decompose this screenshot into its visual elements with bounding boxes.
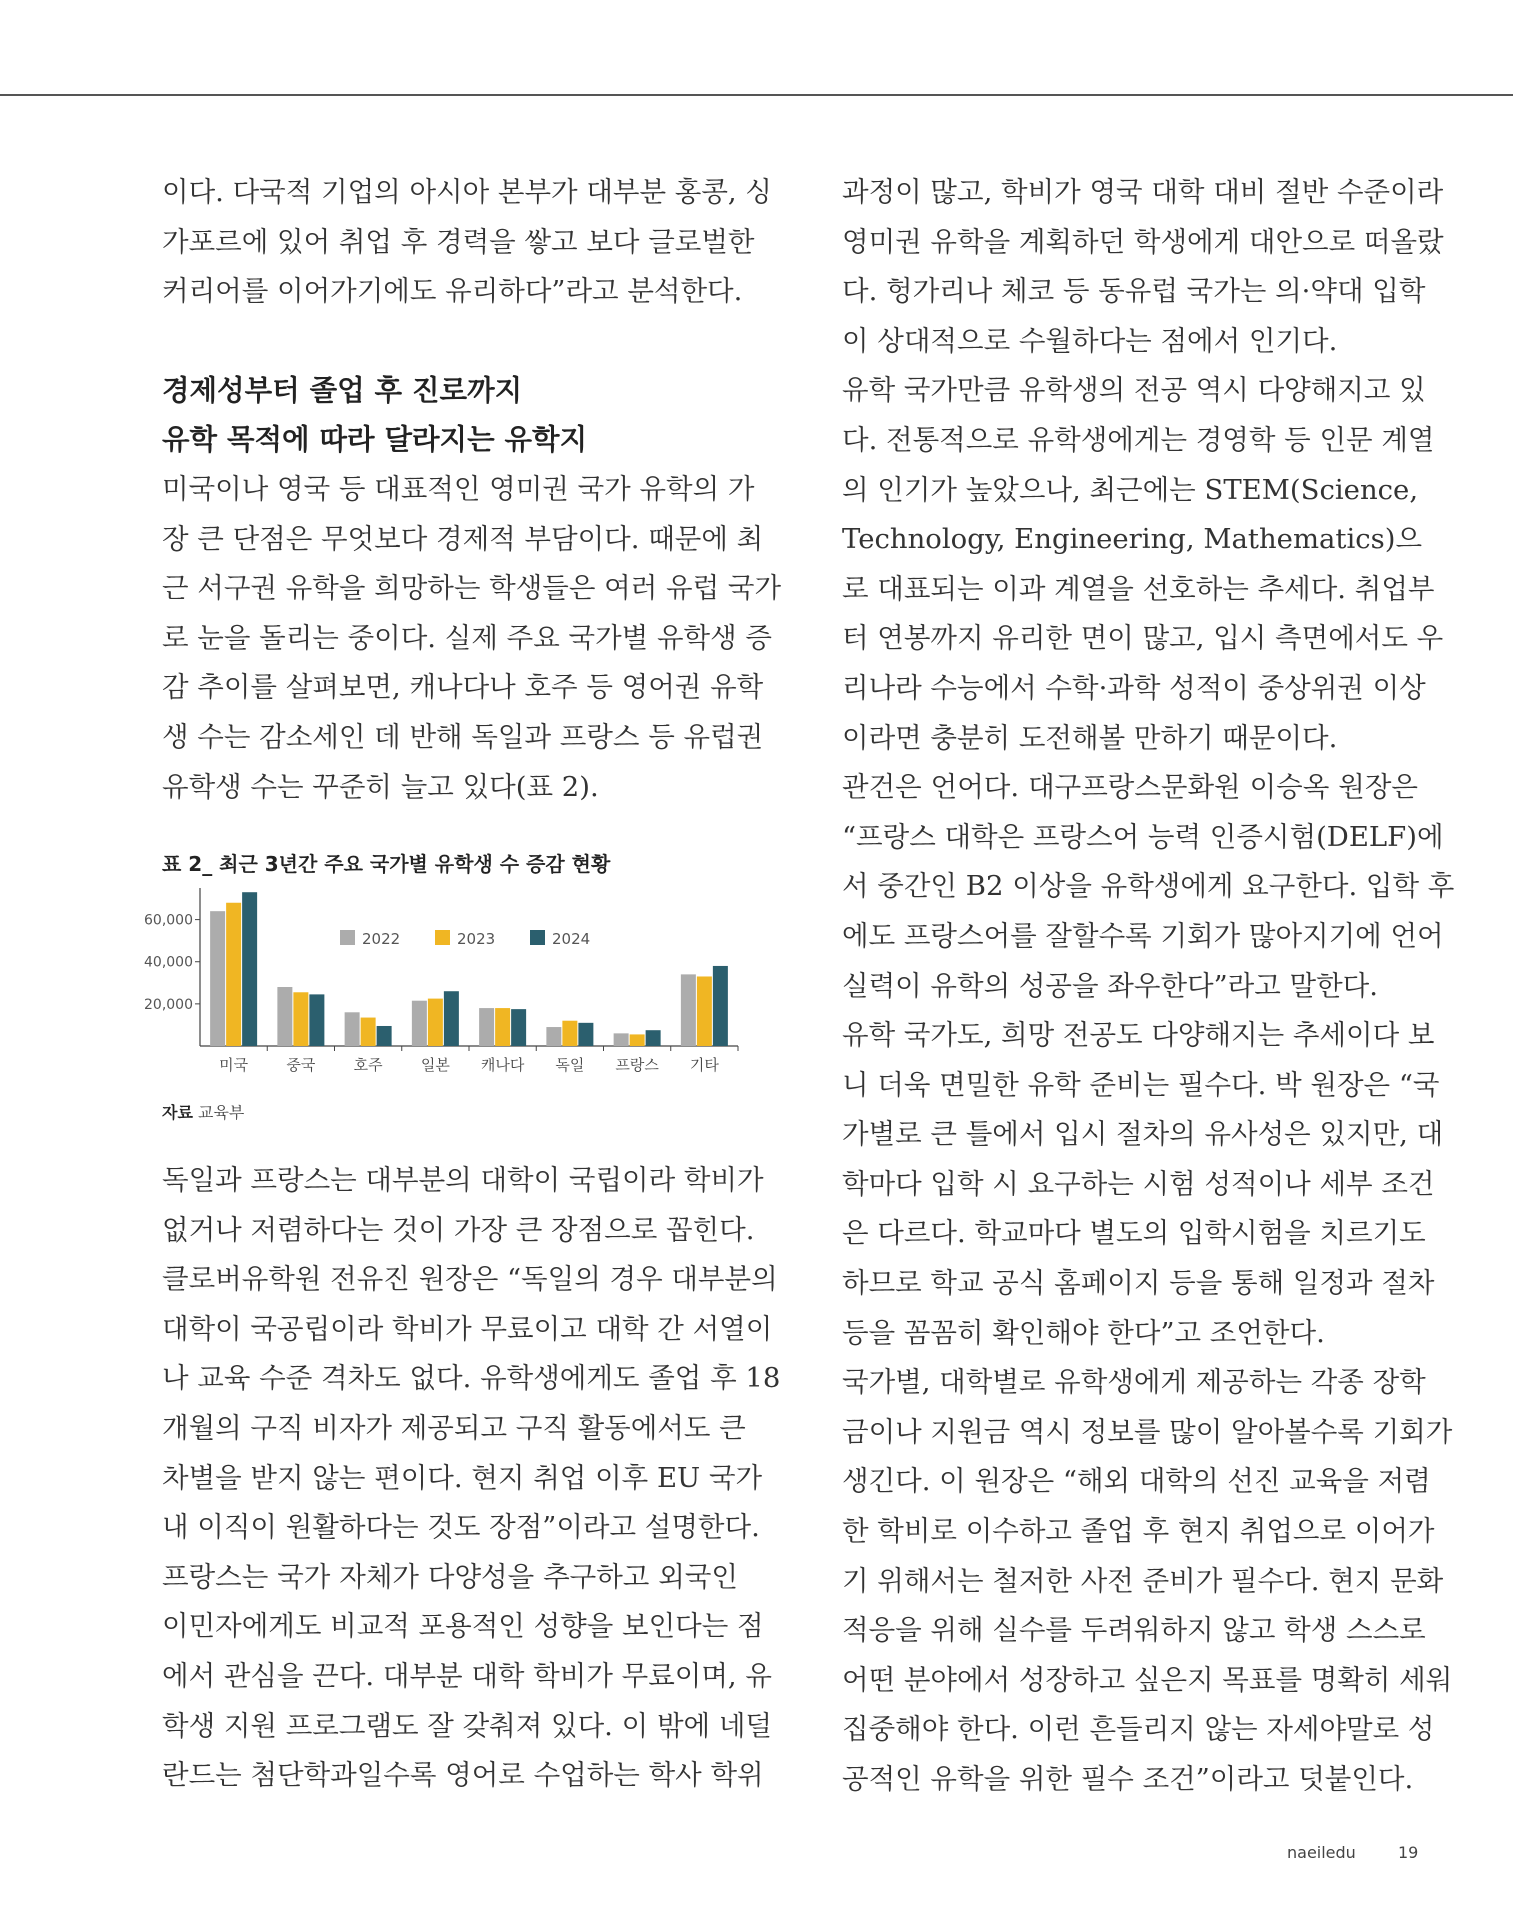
- text-line: 생 수는 감소세인 데 반해 독일과 프랑스 등 유럽권: [162, 720, 764, 753]
- x-tick-label: 미국: [219, 1056, 249, 1074]
- x-tick-label: 독일: [555, 1056, 585, 1074]
- text-line: 대학이 국공립이라 학비가 무료이고 대학 간 서열이: [162, 1312, 773, 1345]
- text-line: 학마다 입학 시 요구하는 시험 성적이나 세부 조건: [842, 1167, 1435, 1200]
- text-line: 감 추이를 살펴보면, 캐나다나 호주 등 영어권 유학: [162, 671, 764, 704]
- left-top-paragraph: [162, 168, 772, 317]
- bar: [713, 966, 728, 1046]
- bar: [681, 974, 696, 1046]
- text-line: 클로버유학원 전유진 원장은 “독일의 경우 대부분의: [162, 1263, 778, 1296]
- text-line: 관건은 언어다. 대구프랑스문화원 이승옥 원장은: [842, 771, 1418, 804]
- section-heading-line: 유학 목적에 따라 달라지는 유학지: [162, 423, 588, 457]
- text-line: 등을 꼼꼼히 확인해야 한다”고 조언한다.: [842, 1316, 1325, 1349]
- text-line: 서 중간인 B2 이상을 유학생에게 요구한다. 입학 후: [842, 870, 1455, 903]
- bar: [226, 903, 241, 1046]
- x-tick-label: 캐나다: [480, 1056, 525, 1074]
- section-heading: [162, 366, 738, 465]
- text-line: 개월의 구직 비자가 제공되고 구직 활동에서도 큰: [162, 1411, 746, 1444]
- text-line: 에도 프랑스어를 잘할수록 기회가 많아지기에 언어: [842, 919, 1444, 952]
- bar: [293, 992, 308, 1046]
- text-line: 유학 국가도, 희망 전공도 다양해지는 추세이다 보: [842, 1019, 1435, 1052]
- bar: [578, 1023, 593, 1046]
- text-line: 란드는 첨단학과일수록 영어로 수업하는 학사 학위: [162, 1759, 764, 1792]
- x-tick-label: 호주: [353, 1056, 383, 1074]
- text-line: 유학생 수는 꾸준히 늘고 있다(표 2).: [162, 770, 599, 803]
- text-line: 은 다르다. 학교마다 별도의 입학시험을 치르기도: [842, 1217, 1426, 1250]
- bar: [377, 1026, 392, 1046]
- text-line: 독일과 프랑스는 대부분의 대학이 국립이라 학비가: [162, 1164, 764, 1196]
- bar: [511, 1009, 526, 1046]
- chart-caption: 표 2_ 최근 3년간 주요 국가별 유학생 수 증감 현황: [162, 852, 611, 876]
- text-line: 이다. 다국적 기업의 아시아 본부가 대부분 홍콩, 싱: [162, 176, 772, 208]
- text-line: 없거나 저렴하다는 것이 가장 큰 장점으로 꼽힌다.: [162, 1213, 755, 1246]
- right-column: [842, 168, 1455, 1805]
- left-mid-paragraph: [162, 465, 782, 812]
- y-tick-label: 60,000: [144, 912, 193, 929]
- bar: [697, 976, 712, 1046]
- text-line: “프랑스 대학은 프랑스어 능력 인증시험(DELF)에: [842, 820, 1444, 853]
- left-column: [162, 168, 782, 812]
- text-line: 다. 헝가리나 체코 등 동유럽 국가는 의·약대 입학: [842, 275, 1426, 308]
- text-line: 가포르에 있어 취업 후 경력을 쌓고 보다 글로벌한: [162, 225, 755, 258]
- text-line: 집중해야 한다. 이런 흔들리지 않는 자세야말로 성: [842, 1713, 1435, 1746]
- text-line: 프랑스는 국가 자체가 다양성을 추구하고 외국인: [162, 1560, 738, 1593]
- page-number: 19: [1398, 1843, 1419, 1862]
- footer-site-name: naeiledu: [1287, 1843, 1356, 1862]
- legend-label: 2022: [362, 930, 401, 948]
- x-tick-label: 중국: [286, 1056, 316, 1074]
- x-tick-label: 프랑스: [615, 1056, 659, 1074]
- x-tick-label: 일본: [420, 1056, 450, 1074]
- text-line: 터 연봉까지 유리한 면이 많고, 입시 측면에서도 우: [842, 622, 1444, 655]
- text-line: 이라면 충분히 도전해볼 만하기 때문이다.: [842, 721, 1338, 754]
- legend-swatch: [340, 930, 355, 945]
- section-heading-line: 경제성부터 졸업 후 진로까지: [162, 373, 523, 407]
- text-line: 근 서구권 유학을 희망하는 학생들은 여러 유럽 국가: [162, 572, 782, 605]
- text-line: 공적인 유학을 위한 필수 조건”이라고 덧붙인다.: [842, 1763, 1414, 1795]
- text-line: 금이나 지원금 역시 정보를 많이 알아볼수록 기회가: [842, 1415, 1453, 1448]
- text-line: 과정이 많고, 학비가 영국 대학 대비 절반 수준이라: [842, 176, 1444, 208]
- x-tick-label: 기타: [689, 1056, 719, 1074]
- text-line: 이 상대적으로 수월하다는 점에서 인기다.: [842, 324, 1338, 357]
- bar: [277, 987, 292, 1046]
- bar: [242, 892, 257, 1046]
- text-line: 차별을 받지 않는 편이다. 현지 취업 이후 EU 국가: [162, 1461, 763, 1494]
- text-line: 장 큰 단점은 무엇보다 경제적 부담이다. 때문에 최: [162, 522, 764, 555]
- bar: [210, 911, 225, 1046]
- bar: [646, 1030, 661, 1046]
- text-line: 로 대표되는 이과 계열을 선호하는 추세다. 취업부: [842, 572, 1435, 605]
- text-line: Technology, Engineering, Mathematics)으: [842, 523, 1423, 556]
- text-line: 나 교육 수준 격차도 없다. 유학생에게도 졸업 후 18: [162, 1362, 781, 1395]
- text-line: 가별로 큰 틀에서 입시 절차의 유사성은 있지만, 대: [842, 1118, 1444, 1151]
- bar: [479, 1008, 494, 1046]
- bar: [630, 1034, 645, 1046]
- text-line: 국가별, 대학별로 유학생에게 제공하는 각종 장학: [842, 1366, 1426, 1399]
- text-line: 내 이직이 원활하다는 것도 장점”이라고 설명한다.: [162, 1511, 760, 1544]
- text-line: 다. 전통적으로 유학생에게는 경영학 등 인문 계열: [842, 423, 1435, 456]
- bar: [546, 1027, 561, 1046]
- bar: [614, 1033, 629, 1046]
- text-line: 어떤 분야에서 성장하고 싶은지 목표를 명확히 세워: [842, 1663, 1453, 1696]
- text-line: 영미권 유학을 계획하던 학생에게 대안으로 떠올랐: [842, 225, 1444, 258]
- text-line: 리나라 수능에서 수학·과학 성적이 중상위권 이상: [842, 671, 1426, 704]
- bar: [361, 1018, 376, 1046]
- bar: [309, 994, 324, 1046]
- source-value: 교육부: [198, 1103, 245, 1122]
- text-line: 실력이 유학의 성공을 좌우한다”라고 말한다.: [842, 969, 1378, 1002]
- text-line: 에서 관심을 끈다. 대부분 대학 학비가 무료이며, 유: [162, 1659, 772, 1692]
- top-rule: [0, 94, 1513, 96]
- legend-label: 2023: [457, 930, 496, 948]
- text-line: 하므로 학교 공식 홈페이지 등을 통해 일정과 절차: [842, 1267, 1435, 1300]
- bar: [428, 999, 443, 1046]
- bar: [444, 991, 459, 1046]
- legend-label: 2024: [552, 930, 591, 948]
- text-line: 적응을 위해 실수를 두려워하지 않고 학생 스스로: [842, 1614, 1426, 1647]
- bar: [412, 1001, 427, 1046]
- text-line: 니 더욱 면밀한 유학 준비는 필수다. 박 원장은 “국: [842, 1068, 1440, 1101]
- text-line: 이민자에게도 비교적 포용적인 성향을 보인다는 점: [162, 1610, 764, 1643]
- chart-source: [162, 1100, 244, 1123]
- y-tick-label: 20,000: [144, 996, 193, 1013]
- text-line: 로 눈을 돌리는 중이다. 실제 주요 국가별 유학생 증: [162, 621, 772, 654]
- bar: [562, 1021, 577, 1046]
- text-line: 학생 지원 프로그램도 잘 갖춰져 있다. 이 밖에 네덜: [162, 1709, 772, 1742]
- bar: [345, 1012, 360, 1046]
- y-tick-label: 40,000: [144, 954, 193, 971]
- legend-swatch: [530, 930, 545, 945]
- text-line: 한 학비로 이수하고 졸업 후 현지 취업으로 이어가: [842, 1515, 1435, 1548]
- text-line: 미국이나 영국 등 대표적인 영미권 국가 유학의 가: [162, 472, 755, 505]
- text-line: 의 인기가 높았으나, 최근에는 STEM(Science,: [842, 473, 1419, 506]
- text-line: 생긴다. 이 원장은 “해외 대학의 선진 교육을 저렴: [842, 1465, 1431, 1498]
- bar-chart: [144, 888, 750, 1088]
- left-bottom-paragraph: [162, 1156, 781, 1801]
- legend-swatch: [435, 930, 450, 945]
- text-line: 유학 국가만큼 유학생의 전공 역시 다양해지고 있: [842, 374, 1426, 407]
- bar: [495, 1008, 510, 1046]
- text-line: 기 위해서는 철저한 사전 준비가 필수다. 현지 문화: [842, 1564, 1444, 1597]
- text-line: 커리어를 이어가기에도 유리하다”라고 분석한다.: [162, 275, 743, 308]
- source-label: 자료: [162, 1103, 193, 1122]
